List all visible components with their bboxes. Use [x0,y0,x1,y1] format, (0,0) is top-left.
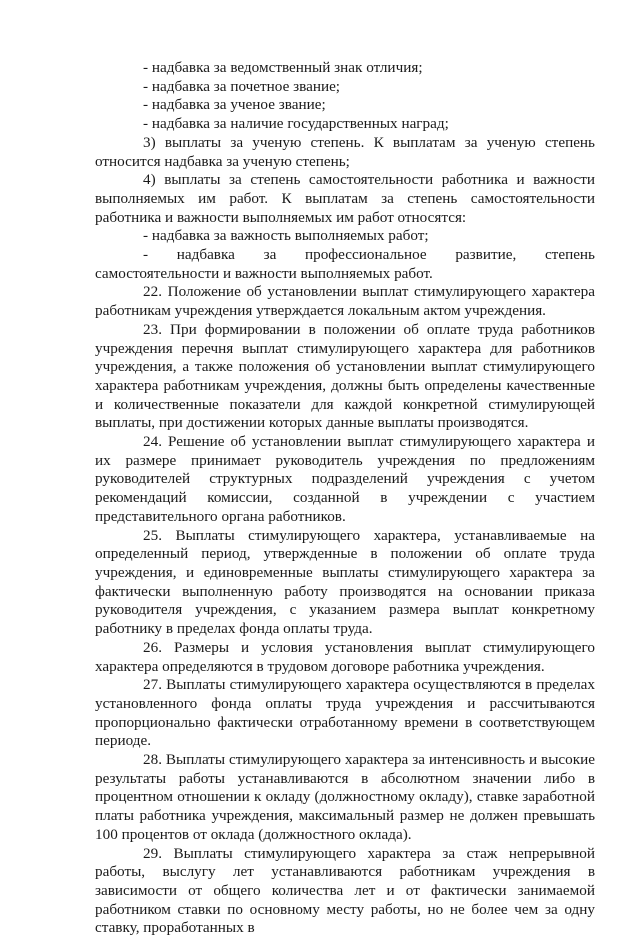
paragraph: 26. Размеры и условия установления выплат стимулирующего характера определяются в трудовом договоре работника учреждения. [95,638,595,675]
paragraph: 27. Выплаты стимулирующего характера осуществляются в пределах установленного фонда оплаты труда учреждения и рассчитываются пропорционально фактически отработанному времени в соответствующем периоде. [95,676,595,750]
document-body [95,59,595,938]
list-item: - надбавка за важность выполняемых работ; [143,227,429,245]
list-item: - надбавка за ученое звание; [143,96,326,114]
paragraph: 28. Выплаты стимулирующего характера за интенсивность и высокие результаты работы устанавливаются в абсолютном значении либо в процентном отношении к окладу (должностному окладу), ставке заработной платы работника учреждения, максимальный размер не должен превышать 100 процентов от оклада (должностного оклада). [95,751,595,843]
paragraph: 24. Решение об установлении выплат стимулирующего характера и их размере принимает руководитель учреждения по предложениям руководителей структурных подразделений учреждения с учетом рекомендаций комиссии, созданной в учреждении с участием представительного органа работников. [95,433,595,525]
paragraph: 4) выплаты за степень самостоятельности работника и важности выполняемых им работ. К выплатам за степень самостоятельности работника и важности выполняемых им работ относятся: [95,171,595,226]
list-item: - надбавка за профессиональное развитие, степень самостоятельности и важности выполняемых работ. [95,246,595,282]
paragraph: 22. Положение об установлении выплат стимулирующего характера работникам учреждения утверждается локальным актом учреждения. [95,283,595,320]
paragraph: 25. Выплаты стимулирующего характера, устанавливаемые на определенный период, утвержденные в положении об оплате труда учреждения, и единовременные выплаты стимулирующего характера за фактически выполненную работу производятся на основании приказа руководителя учреждения, с указанием размера выплат конкретному работнику в пределах фонда оплаты труда. [95,526,595,638]
list-item: - надбавка за почетное звание; [143,77,341,95]
paragraph: 29. Выплаты стимулирующего характера за стаж непрерывной работы, выслугу лет устанавливаются работникам учреждения в зависимости от общего количества лет и от фактически занимаемой работником ставки по основному месту работы, но не более чем за одну ставку, проработанных в [95,844,595,937]
paragraph: 23. При формировании в положении об оплате труда работников учреждения перечня выплат стимулирующего характера для работников учреждения, а также положения об установлении выплат стимулирующего характера работникам учреждения, должны быть определены качественные и количественные показатели для каждой конкретной стимулирующей выплаты, при достижении которых данные выплаты производятся. [95,320,595,432]
list-item: - надбавка за наличие государственных наград; [143,115,449,133]
list-item: - надбавка за ведомственный знак отличия; [143,59,423,76]
paragraph: 3) выплаты за ученую степень. К выплатам за ученую степень относится надбавка за ученую степень; [95,133,595,170]
